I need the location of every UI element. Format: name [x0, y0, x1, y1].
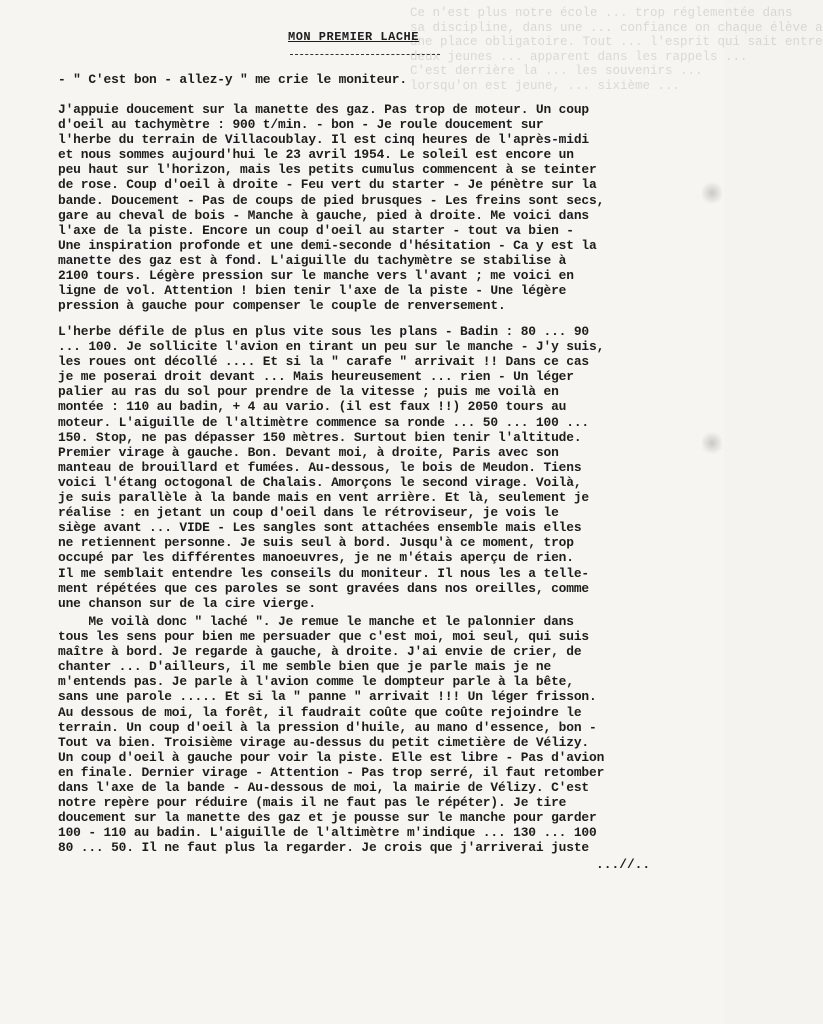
- paragraph-3: L'herbe défile de plus en plus vite sous les plans - Badin : 80 ... 90 ... 100. Je sollicite l'avion en tirant un peu sur le manche - J'y suis, les roues ont décollé .... Et si la " carafe " arrivait !! Dans ce cas je me poserai droit devant ... Mais heureusement ... rien - Un léger palier au ras du sol pour prendre de la vitesse ; puis me voilà en montée : 110 au badin, + 4 au vario. (il est faux !!) 2050 tours au moteur. L'aiguille de l'altimètre commence sa ronde ... 50 ... 100 ... 150. Stop, ne pas dépasser 150 mètres. Surtout bien tenir l'altitude. Premier virage à gauche. Bon. Devant moi, à droite, Paris avec son manteau de brouillard et fumées. Au-dessous, le bois de Meudon. Tiens voici l'étang octogonal de Chalais. Amorçons le second virage. Voilà, je suis parallèle à la bande mais en vent arrière. Et là, seulement je réalise : en jetant un coup d'oeil dans le rétroviseur, je vois le siège avant ... VIDE - Les sangles sont attachées ensemble mais elles ne retiennent personne. Je suis seul à bord. Jusqu'à ce moment, trop occupé par les différentes manoeuvres, je ne m'étais aperçu de rien. Il me semblait entendre les conseils du moniteur. Il nous les a telle- ment répétées que ces paroles se sont gravées dans nos oreilles, comme une chanson sur de la cire vierge.: [58, 324, 605, 611]
- document-title: MON PREMIER LACHE: [288, 30, 419, 44]
- paragraph-4: Me voilà donc " laché ". Je remue le manche et le palonnier dans tous les sens pour bien me persuader que c'est moi, moi seul, qui suis maître à bord. Je regarde à gauche, à droite. J'ai envie de crier, de chanter ... D'ailleurs, il me semble bien que je parle mais je ne m'entends pas. Je parle à l'avion comme le dompteur parle à la bête, sans une parole ..... Et si la " panne " arrivait !!! Un léger frisson. Au dessous de moi, la forêt, il faudrait coûte que coûte rejoindre le terrain. Un coup d'oeil à la pression d'huile, au mano d'essence, bon - Tout va bien. Troisième virage au-dessus du petit cimetière de Vélizy. Un coup d'oeil à gauche pour voir la piste. Elle est libre - Pas d'avion en finale. Dernier virage - Attention - Pas trop serré, il faut retomber dans l'axe de la bande - Au-dessous de moi, la mairie de Vélizy. C'est notre repère pour réduire (mais il ne faut pas le répéter). Je tire doucement sur la manette des gaz et je pousse sur le manche pour garder 100 - 110 au badin. L'aiguille de l'altimètre m'indique ... 130 ... 100 80 ... 50. Il ne faut plus la regarder. Je crois que j'arriverai juste: [58, 614, 605, 856]
- paper-smudge: [702, 180, 722, 206]
- paper-smudge: [702, 430, 722, 456]
- continuation-mark: ...//..: [596, 857, 651, 872]
- paragraph-2: J'appuie doucement sur la manette des gaz. Pas trop de moteur. Un coup d'oeil au tachymètre : 900 t/min. - bon - Je roule doucement sur l'herbe du terrain de Villacoublay. Il est cinq heures de l'après-midi et nous sommes aujourd'hui le 23 avril 1954. Le soleil est encore un peu haut sur l'horizon, mais les petits cumulus commencent à se teinter de rose. Coup d'oeil à droite - Feu vert du starter - Je pénètre sur la bande. Doucement - Pas de coups de pied brusques - Les freins sont secs, gare au cheval de bois - Manche à gauche, pied à droite. Me voici dans l'axe de la piste. Encore un coup d'oeil au starter - tout va bien - Une inspiration profonde et une demi-seconde d'hésitation - Ca y est la manette des gaz est à fond. L'aiguille du tachymètre se stabilise à 2100 tours. Légère pression sur le manche vers l'avant ; me voici en ligne de vol. Attention ! bien tenir l'axe de la piste - Une légère pression à gauche pour compenser le couple de renversement.: [58, 102, 605, 314]
- title-underline-rule: [290, 54, 440, 56]
- paragraph-1: - " C'est bon - allez-y " me crie le moniteur.: [58, 72, 407, 87]
- bleed-through-text: Ce n'est plus notre école ... trop réglementée dans sa discipline, dans une ... confiance on chaque élève a une place obligatoire. Tout ... l'esprit qui sait entre deux jeunes ... apparent dans les rappels ... C'est derrière la ... les souvenirs ... lorsqu'on est jeune, ... sixième ...: [410, 6, 823, 93]
